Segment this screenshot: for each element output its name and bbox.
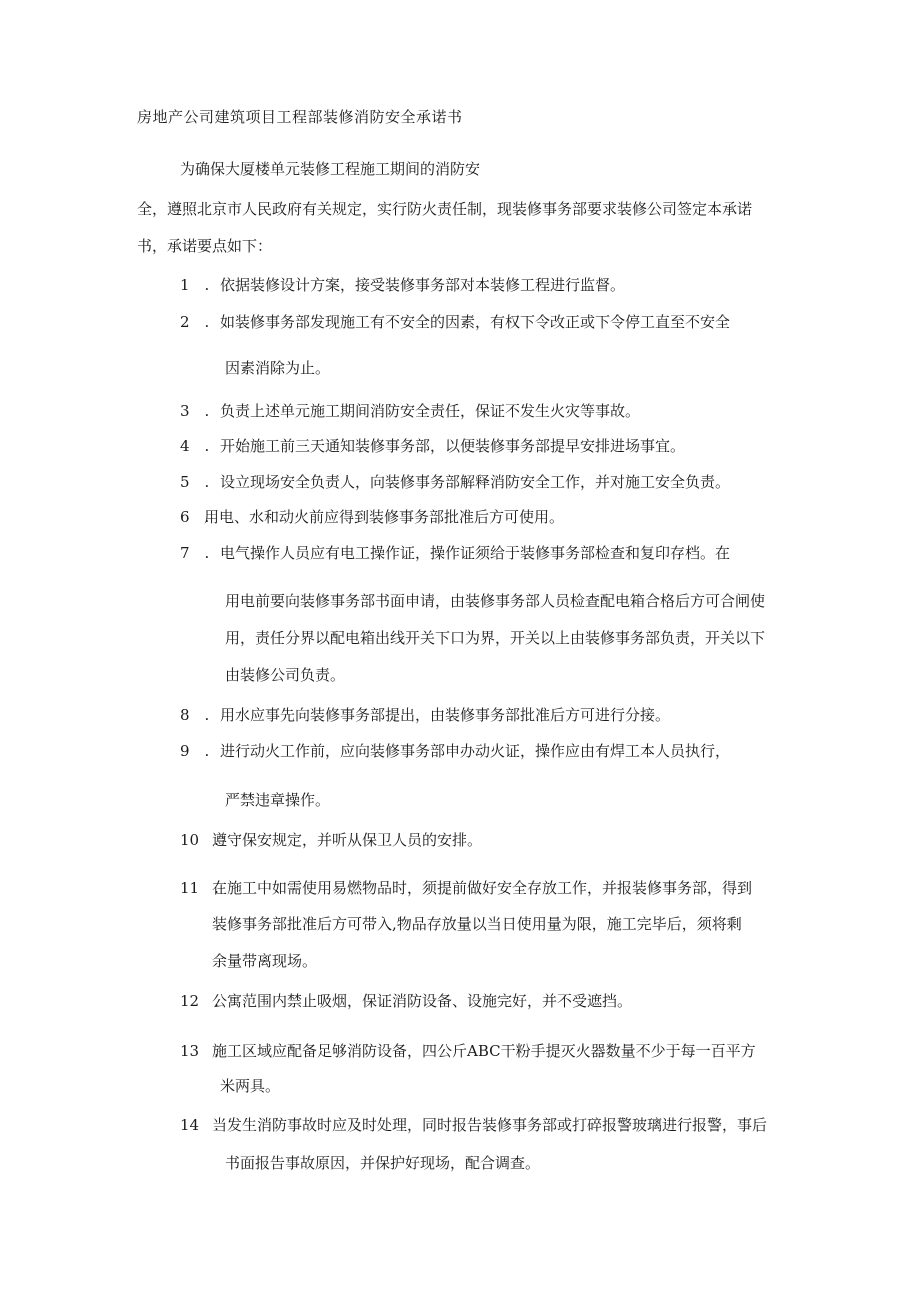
list-item <box>180 877 752 898</box>
item-text: 用电、水和动火前应得到装修事务部批准后方可使用。 <box>204 508 565 526</box>
list-item <box>180 1114 767 1135</box>
item-number: 7 . <box>180 544 210 562</box>
item-text: 在施工中如需使用易燃物品时，须提前做好安全存放工作，并报装修事务部，得到 <box>212 879 753 897</box>
list-item <box>180 704 670 725</box>
item-number: 6 . <box>180 508 210 526</box>
item-continuation: 由装修公司负责。 <box>225 666 346 684</box>
item-text: 公寓范围内禁止吸烟，保证消防设备、设施完好，并不受遮挡。 <box>212 992 633 1010</box>
item-text: 如装修事务部发现施工有不安全的因素，有权下令改正或下令停工直至不安全 <box>220 313 731 331</box>
item-text: 设立现场安全负责人，向装修事务部解释消防安全工作，并对施工安全负责。 <box>220 473 731 491</box>
list-item <box>180 274 625 295</box>
item-text: 依据装修设计方案，接受装修事务部对本装修工程进行监督。 <box>220 276 626 294</box>
item-text: 开始施工前三天通知装修事务部，以便装修事务部提早安排进场事宜。 <box>220 437 686 455</box>
intro-line: 全，遵照北京市人民政府有关规定，实行防火责任制，现装修事务部要求装修公司签定本承诺 <box>137 200 753 218</box>
list-item <box>180 990 632 1011</box>
item-text: 遵守保安规定，并听从保卫人员的安排。 <box>212 831 483 849</box>
item-number: 5 . <box>180 473 210 491</box>
list-item <box>180 829 482 850</box>
intro-line: 书，承诺要点如下： <box>137 237 273 255</box>
list-item <box>180 1040 756 1061</box>
list-item <box>180 400 640 421</box>
item-number: 4 . <box>180 437 210 455</box>
item-continuation: 因素消除为止。 <box>225 359 331 377</box>
list-item <box>180 740 730 761</box>
list-item <box>180 506 564 527</box>
item-continuation: 装修事务部批准后方可带入,物品存放量以当日使用量为限，施工完毕后，须将剩 <box>212 915 742 933</box>
item-number: 9 . <box>180 742 210 760</box>
item-text: 电气操作人员应有电工操作证，操作证须给于装修事务部检查和复印存档。在 <box>220 544 731 562</box>
list-item <box>180 542 730 563</box>
item-text: 用水应事先向装修事务部提出，由装修事务部批准后方可进行分接。 <box>220 706 671 724</box>
item-continuation: 书面报告事故原因，并保护好现场，配合调查。 <box>225 1154 541 1172</box>
item-text: 当发生消防事故时应及时处理，同时报告装修事务部或打碎报警玻璃进行报警，事后 <box>212 1116 768 1134</box>
item-number: 1 . <box>180 276 210 294</box>
item-continuation: 余量带离现场。 <box>212 952 318 970</box>
item-text: 施工区域应配备足够消防设备，四公斤ABC干粉手提灭火器数量不少于每一百平方 <box>212 1042 756 1060</box>
list-item <box>180 311 730 332</box>
item-continuation: 用，责任分界以配电箱出线开关下口为界，开关以上由装修事务部负责，开关以下 <box>225 629 766 647</box>
item-number: 3 . <box>180 402 210 420</box>
item-continuation: 用电前要向装修事务部书面申请，由装修事务部人员检查配电箱合格后方可合闸使 <box>225 592 766 610</box>
item-number: 14 . <box>180 1116 219 1134</box>
item-number: 10 . <box>180 831 219 849</box>
list-item <box>180 471 730 492</box>
item-continuation: 严禁违章操作。 <box>225 791 331 809</box>
item-number: 12 . <box>180 992 219 1010</box>
item-text: 负责上述单元施工期间消防安全责任，保证不发生火灾等事故。 <box>220 402 641 420</box>
item-number: 8 . <box>180 706 210 724</box>
item-text: 进行动火工作前，应向装修事务部申办动火证，操作应由有焊工本人员执行， <box>220 742 731 760</box>
document-title: 房地产公司建筑项目工程部装修消防安全承诺书 <box>137 108 463 126</box>
intro-line: 为确保大厦楼单元装修工程施工期间的消防安 <box>180 160 481 178</box>
item-continuation: 米两具。 <box>220 1077 281 1095</box>
item-number: 2 . <box>180 313 210 331</box>
list-item <box>180 435 685 456</box>
item-number: 11 . <box>180 879 219 897</box>
item-number: 13 . <box>180 1042 219 1060</box>
